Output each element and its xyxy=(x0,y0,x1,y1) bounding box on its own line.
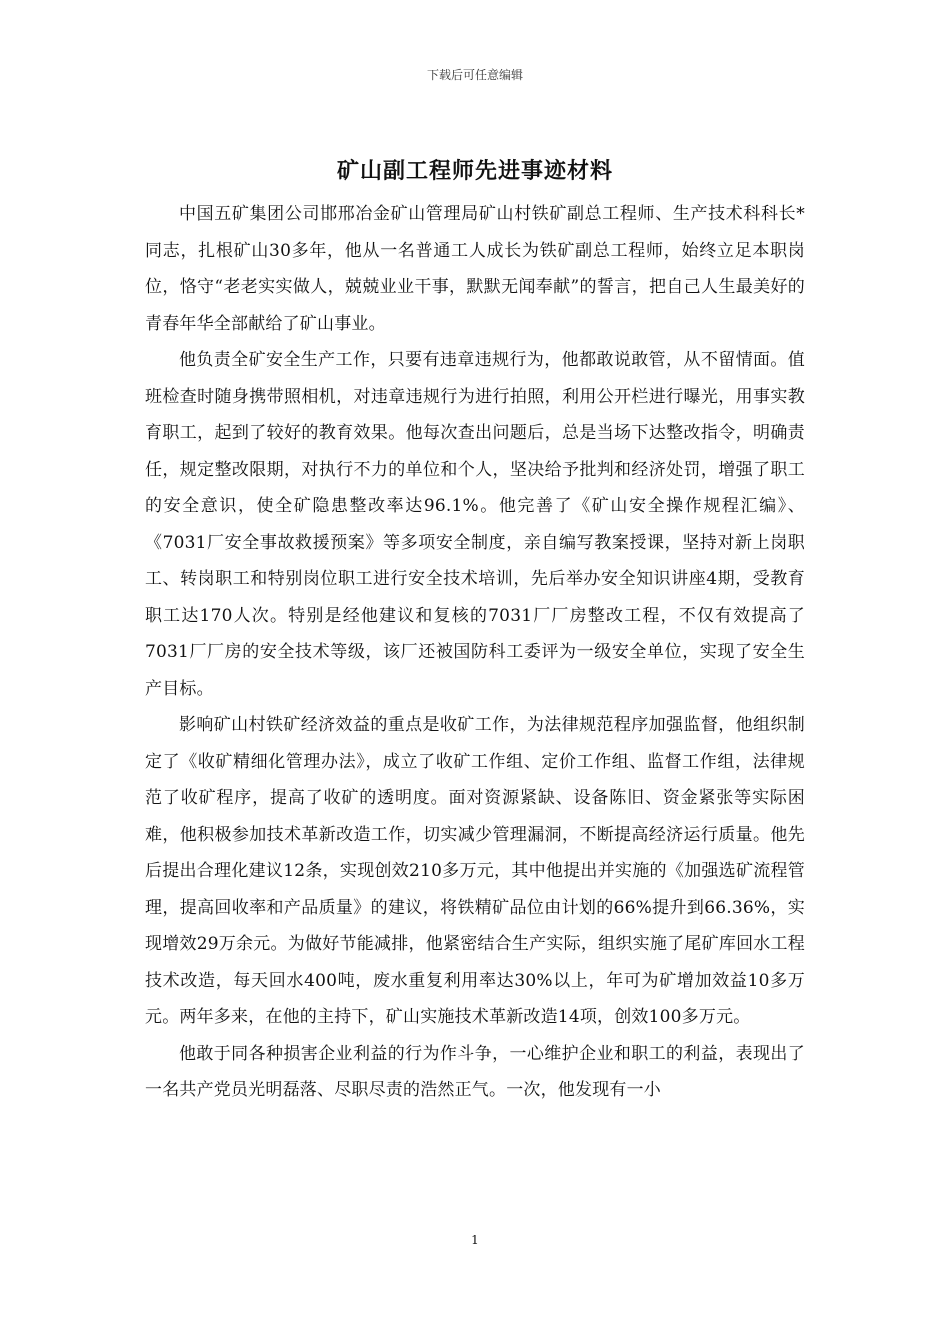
page-number: 1 xyxy=(471,1233,479,1247)
paragraph-3: 影响矿山村铁矿经济效益的重点是收矿工作，为法律规范程序加强监督，他组织制定了《收矿精细化管理办法》，成立了收矿工作组、定价工作组、监督工作组，法律规范了收矿程序，提高了收矿的透明度。面对资源紧缺、设备陈旧、资金紧张等实际困难，他积极参加技术革新改造工作，切实减少管理漏洞，不断提高经济运行质量。他先后提出合理化建议12条，实现创效210多万元，其中他提出并实施的《加强选矿流程管理，提高回收率和产品质量》的建议，将铁精矿品位由计划的66%提升到66.36%，实现增效29万余元。为做好节能减排，他紧密结合生产实际，组织实施了尾矿库回水工程技术改造，每天回水400吨，废水重复利用率达30%以上，年可为矿增加效益10多万元。两年多来，在他的主持下，矿山实施技术革新改造14项，创效100多万元。 xyxy=(145,715,805,1027)
paragraph-4: 他敢于同各种损害企业利益的行为作斗争，一心维护企业和职工的利益，表现出了一名共产党员光明磊落、尽职尽责的浩然正气。一次，他发现有一小 xyxy=(145,1043,805,1100)
paragraph-2: 他负责全矿安全生产工作，只要有违章违规行为，他都敢说敢管，从不留情面。值班检查时随身携带照相机，对违章违规行为进行拍照，利用公开栏进行曝光，用事实教育职工，起到了较好的教育效果。他每次查出问题后，总是当场下达整改指令，明确责任，规定整改限期，对执行不力的单位和个人，坚决给予批判和经济处罚，增强了职工的安全意识，使全矿隐患整改率达96.1%。他完善了《矿山安全操作规程汇编》、《7031厂安全事故救援预案》等多项安全制度，亲自编写教案授课，坚持对新上岗职工、转岗职工和特别岗位职工进行安全技术培训，先后举办安全知识讲座4期，受教育职工达170人次。特别是经他建议和复核的7031厂厂房整改工程，不仅有效提高了7031厂厂房的安全技术等级，该厂还被国防科工委评为一级安全单位，实现了安全生产目标。 xyxy=(145,350,805,699)
document-title: 矿山副工程师先进事迹材料 xyxy=(336,158,613,184)
paragraph-1: 中国五矿集团公司邯邢冶金矿山管理局矿山村铁矿副总工程师、生产技术科科长*同志，扎根矿山30多年，他从一名普通工人成长为铁矿副总工程师，始终立足本职岗位，恪守“老老实实做人，兢兢业业干事，默默无闻奉献”的誓言，把自己人生最美好的青春年华全部献给了矿山事业。 xyxy=(145,204,805,334)
document-body xyxy=(145,196,805,1109)
page-header: 下载后可任意编辑 xyxy=(426,68,523,82)
